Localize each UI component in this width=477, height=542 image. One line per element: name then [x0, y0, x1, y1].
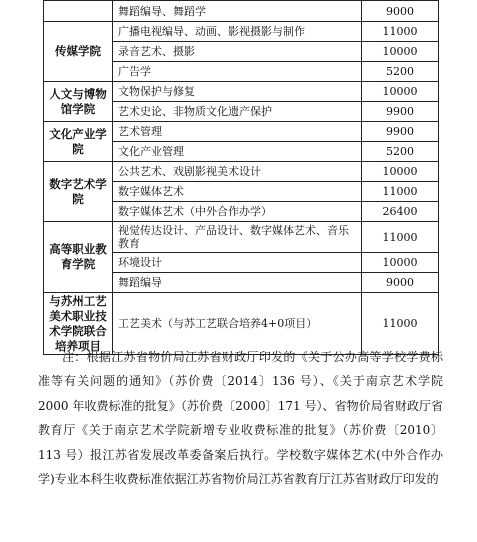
- fee-cell: 10000: [362, 82, 439, 102]
- table-row: [44, 222, 439, 253]
- fee-cell: 9000: [362, 273, 439, 293]
- major-cell: 舞蹈编导、舞蹈学: [113, 1, 362, 22]
- footnote: [38, 345, 443, 491]
- table-row: [44, 162, 439, 182]
- major-cell: 工艺美术（与苏工艺联合培养4+0项目）: [113, 293, 362, 355]
- college-cell: 数字艺术学院: [44, 162, 113, 222]
- major-cell: 录音艺术、摄影: [113, 42, 362, 62]
- table-row: [44, 1, 439, 22]
- college-cell: [44, 1, 113, 22]
- major-cell: 艺术管理: [113, 122, 362, 142]
- fee-cell: 10000: [362, 162, 439, 182]
- major-cell: 文化产业管理: [113, 142, 362, 162]
- major-cell: 数字媒体艺术（中外合作办学）: [113, 202, 362, 222]
- college-cell: 文化产业学院: [44, 122, 113, 162]
- fee-cell: 11000: [362, 182, 439, 202]
- table-row: [44, 82, 439, 102]
- college-cell: 传媒学院: [44, 22, 113, 82]
- fee-cell: 9900: [362, 122, 439, 142]
- fee-cell: 11000: [362, 293, 439, 355]
- major-cell: 数字媒体艺术: [113, 182, 362, 202]
- fee-cell: 26400: [362, 202, 439, 222]
- fee-cell: 10000: [362, 42, 439, 62]
- fee-cell: 5200: [362, 142, 439, 162]
- fee-table: [43, 0, 439, 355]
- major-cell: 广播电视编导、动画、影视摄影与制作: [113, 22, 362, 42]
- fee-cell: 5200: [362, 62, 439, 82]
- table-row: [44, 22, 439, 42]
- major-cell: 环境设计: [113, 253, 362, 273]
- college-cell: 与苏州工艺美术职业技术学院联合培养项目: [44, 293, 113, 355]
- footnote-text: 注：根据江苏省物价局江苏省财政厅印发的《关于公办高等学校学费标准等有关问题的通知》（苏价费〔2014〕136 号）、《关于南京艺术学院 2000 年收费标准的批复》（苏价费〔2000〕171 号）、省物价局省财政厅省教育厅《关于南京艺术学院新增专业收费标准的批复》（苏价费〔2010〕113 号）报江苏省发展改革委备案后执行。学校数字媒体艺术(中外合作办学)专业本科生收费标准依据江苏省物价局江苏省教育厅江苏省财政厅印发的: [38, 350, 443, 487]
- fee-cell: 9000: [362, 1, 439, 22]
- college-cell: 人文与博物馆学院: [44, 82, 113, 122]
- major-cell: 艺术史论、非物质文化遗产保护: [113, 102, 362, 122]
- fee-cell: 11000: [362, 22, 439, 42]
- major-cell: 文物保护与修复: [113, 82, 362, 102]
- table-row: [44, 122, 439, 142]
- fee-cell: 10000: [362, 253, 439, 273]
- fee-cell: 11000: [362, 222, 439, 253]
- major-cell: 广告学: [113, 62, 362, 82]
- fee-cell: 9900: [362, 102, 439, 122]
- major-cell: 舞蹈编导: [113, 273, 362, 293]
- college-cell: 高等职业教育学院: [44, 222, 113, 293]
- major-cell: 视觉传达设计、产品设计、数字媒体艺术、音乐教育: [113, 222, 362, 253]
- major-cell: 公共艺术、戏剧影视美术设计: [113, 162, 362, 182]
